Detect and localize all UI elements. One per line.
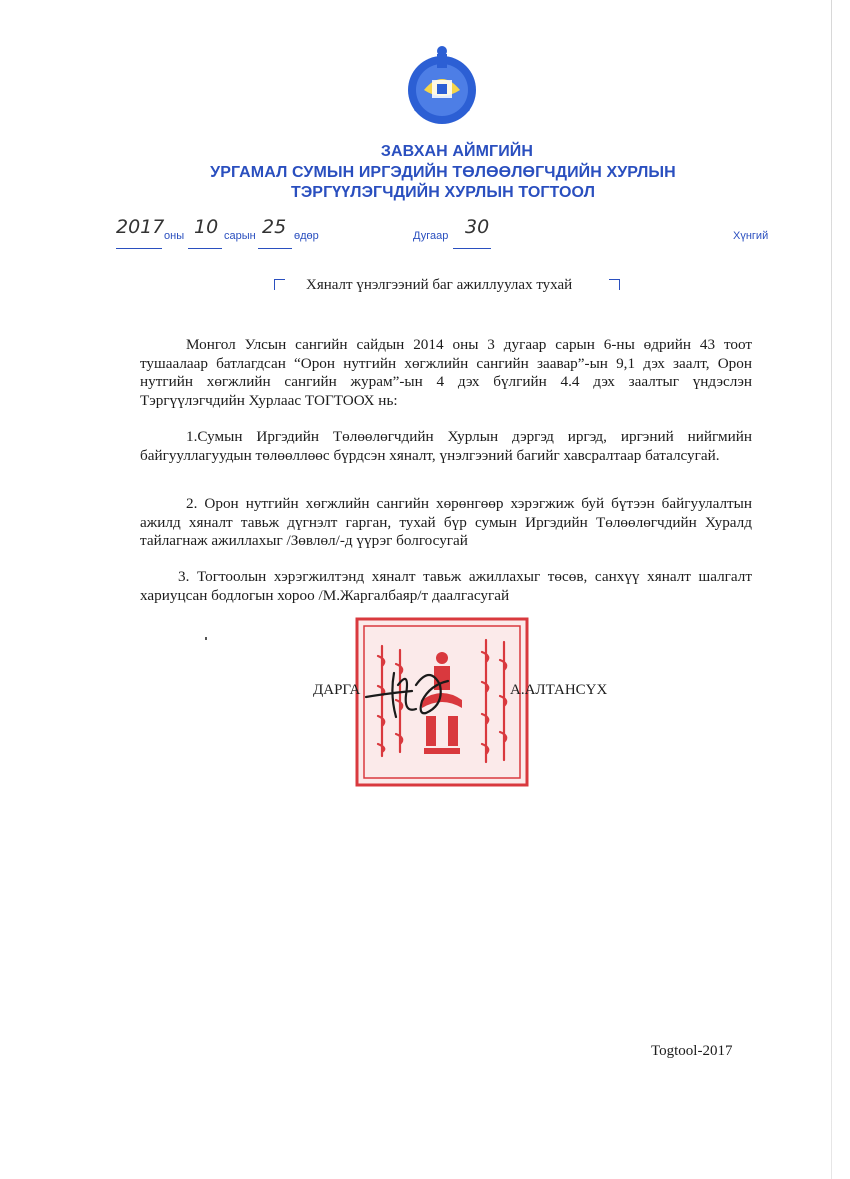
- year-label: оны: [164, 230, 185, 242]
- signatory-title: ДАРГА: [313, 682, 361, 698]
- day-value: 25: [262, 216, 287, 238]
- preamble-paragraph: Монгол Улсын сангийн сайдын 2014 оны 3 дугаар сарын 6-ны өдрийн 43 тоот тушаалаар батлагдсан “Орон нутгийн хөгжлийн сангийн заавар”-ын 9,1 дэх заалт, Орон нутгийн хөгжлийн сангийн журам”-ын 4 дэх бүлгийн 4.4 дэх заалтыг үндэслэн Тэргүүлэгчдийн Хурлаас ТОГТООХ нь:: [140, 336, 752, 409]
- header-resolution-title: ТЭРГҮҮЛЭГЧДИЙН ХУРЛЫН ТОГТООЛ: [290, 184, 596, 201]
- signatory-name: А.АЛТАНСҮХ: [510, 682, 608, 698]
- resolution-item-3: 3. Тогтоолын хэрэгжилтэнд хяналт тавьж ажиллахыг төсөв, санхүү хяналт шалгалт хариуцсан бодлогын хороо /М.Жаргалбаяр/т даалгасугай: [140, 568, 752, 604]
- subject-block: [274, 277, 620, 299]
- header-aimag: ЗАВХАН АЙМГИЙН: [380, 143, 534, 160]
- date-line: [0, 216, 850, 250]
- number-value: 30: [465, 216, 490, 238]
- bracket-right-icon: [609, 279, 620, 290]
- month-value: 10: [194, 216, 219, 238]
- ink-speck: [205, 637, 207, 640]
- number-label: Дугаар: [413, 230, 449, 242]
- resolution-item-1: 1.Сумын Иргэдийн Төлөөлөгчдийн Хурлын дэргэд иргэд, иргэний нийгмийн байгууллагуудын төлөөллөөс бүрдсэн хяналт, үнэлгээний багийг хавсралтаар баталсугай.: [140, 428, 752, 464]
- header-soum-council: УРГАМАЛ СУМЫН ИРГЭДИЙН ТӨЛӨӨЛӨГЧДИЙН ХУРЛЫН: [210, 164, 676, 181]
- place-name: Хүнгий: [733, 230, 769, 242]
- month-label: сарын: [224, 230, 256, 242]
- handwritten-signature-icon: [360, 655, 460, 730]
- state-emblem-icon: [404, 40, 480, 134]
- year-value: 2017: [116, 216, 165, 238]
- day-label: өдөр: [294, 230, 319, 242]
- resolution-item-2: 2. Орон нутгийн хөгжлийн сангийн хөрөнгөөр хэрэгжиж буй бүтээн байгуулалтын ажилд хяналт тавьж дүгнэлт гарган, тухай бүр сумын Иргэдийн Төлөөлөгчдийн Хуралд тайлагнаж ажиллахыг /Зөвлөл/-д үүрэг болгосугай: [140, 495, 752, 549]
- bracket-left-icon: [274, 279, 285, 290]
- subject-text: Хяналт үнэлгээний баг ажиллуулах тухай: [306, 277, 573, 293]
- document-code: Togtool-2017: [651, 1043, 733, 1059]
